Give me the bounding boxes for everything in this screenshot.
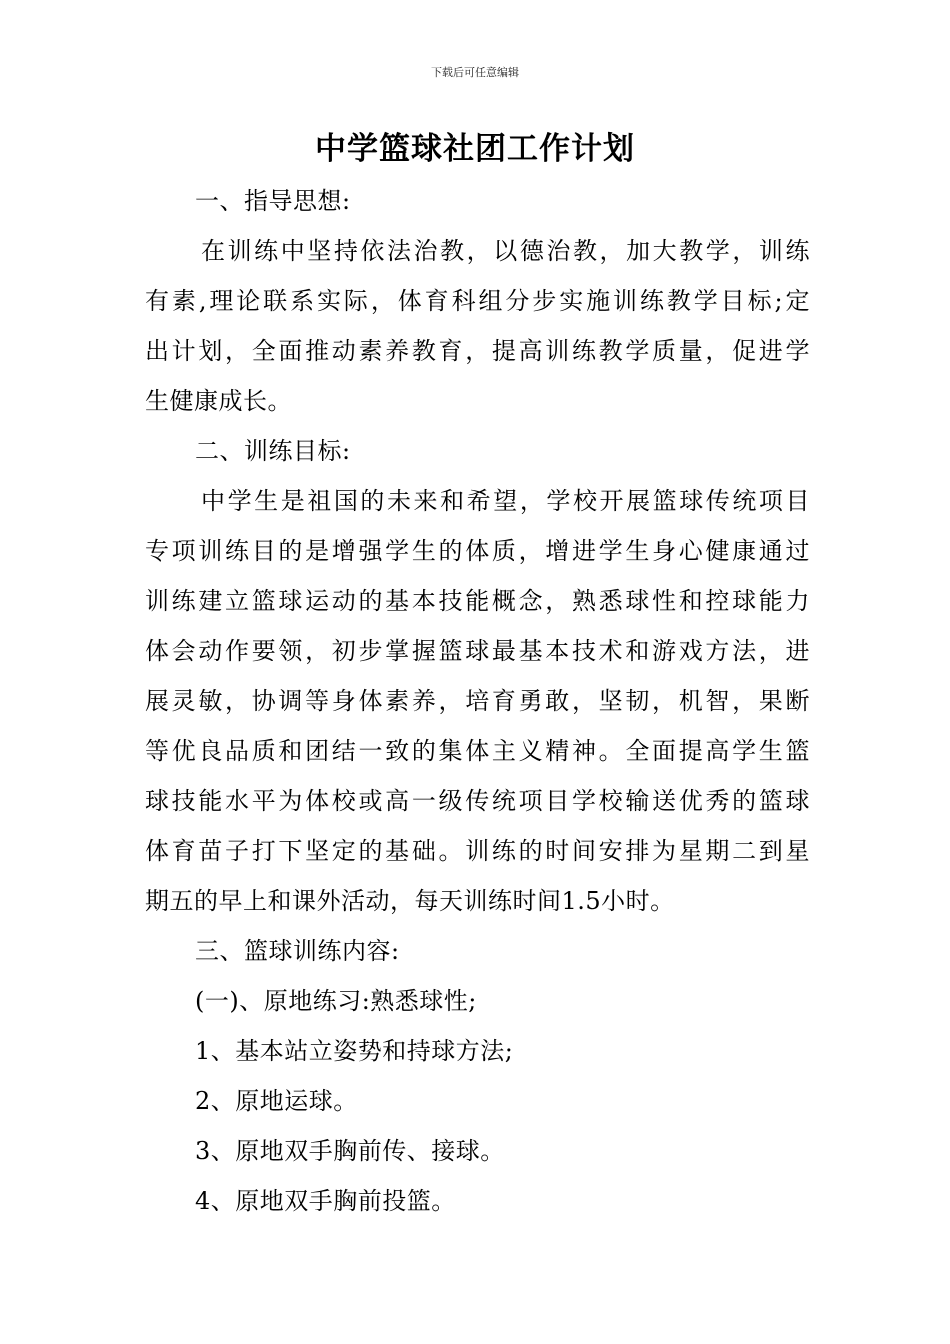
paragraph-line: 体会动作要领，初步掌握篮球最基本技术和游戏方法，进 (145, 637, 810, 665)
paragraph-line: 期五的早上和课外活动，每天训练时间1.5小时。 (145, 887, 675, 915)
paragraph-line: 专项训练目的是增强学生的体质，增进学生身心健康通过 (145, 537, 810, 565)
list-item: (一)、原地练习:熟悉球性; (195, 987, 477, 1015)
header-note: 下载后可任意编辑 (431, 66, 519, 79)
section-heading-training-content: 三、篮球训练内容: (195, 937, 400, 965)
section-heading-guiding-ideology: 一、指导思想: (195, 187, 351, 215)
paragraph-line: 展灵敏，协调等身体素养，培育勇敢，坚韧，机智，果断 (145, 687, 810, 715)
paragraph-line: 训练建立篮球运动的基本技能概念，熟悉球性和控球能力 (145, 587, 810, 615)
document-title: 中学篮球社团工作计划 (315, 131, 635, 167)
paragraph-line: 球技能水平为体校或高一级传统项目学校输送优秀的篮球 (145, 787, 810, 815)
document-body (145, 176, 810, 1226)
paragraph-line: 在训练中坚持依法治教，以德治教，加大教学，训练 (201, 237, 810, 265)
paragraph-line: 生健康成长。 (145, 387, 292, 415)
paragraph-line: 等优良品质和团结一致的集体主义精神。全面提高学生篮 (145, 737, 810, 765)
paragraph-line: 体育苗子打下坚定的基础。训练的时间安排为星期二到星 (145, 837, 810, 865)
list-item: 1、基本站立姿势和持球方法; (195, 1037, 514, 1065)
list-item: 2、原地运球。 (195, 1087, 358, 1115)
list-item: 4、原地双手胸前投篮。 (195, 1187, 456, 1215)
section-heading-training-goals: 二、训练目标: (195, 437, 351, 465)
list-item: 3、原地双手胸前传、接球。 (195, 1137, 505, 1165)
paragraph-line: 中学生是祖国的未来和希望，学校开展篮球传统项目 (201, 487, 810, 515)
paragraph-line: 出计划，全面推动素养教育，提高训练教学质量，促进学 (145, 337, 810, 365)
paragraph-line: 有素,理论联系实际，体育科组分步实施训练教学目标;定 (145, 287, 810, 315)
